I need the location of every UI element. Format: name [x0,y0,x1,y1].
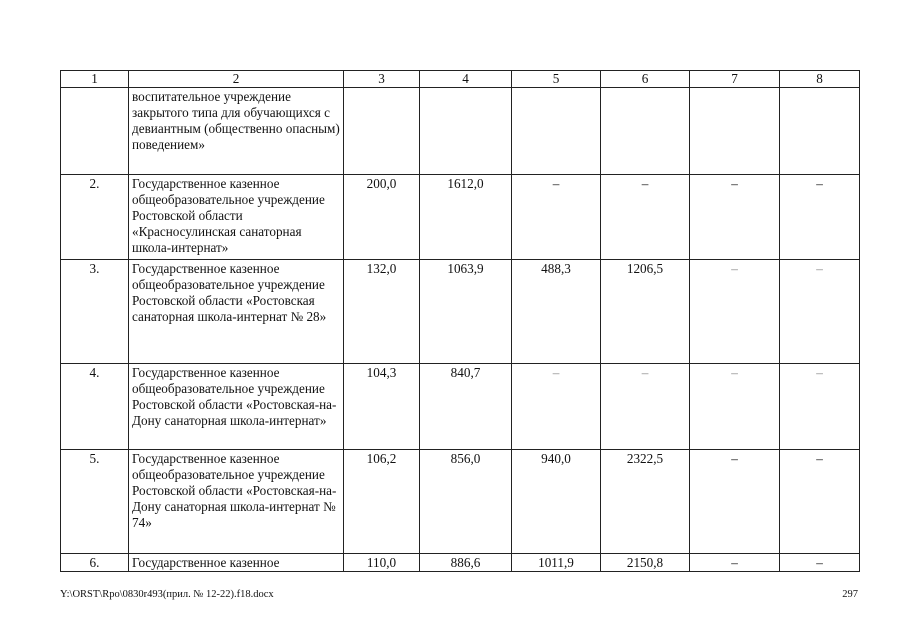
institution-name: Государственное казенное общеобразовательное учреждение Ростовской области «Красносулинская санаторная школа-интернат» [129,175,344,260]
cell-col7: – [690,175,780,260]
cell-col3: 200,0 [344,175,420,260]
table-row [61,175,860,260]
row-number: 2. [61,175,129,260]
institutions-table [60,70,860,572]
institution-name: Государственное казенное [129,554,344,572]
cell-col8: – [780,450,860,554]
column-header: 8 [780,71,860,88]
cell-col3: 106,2 [344,450,420,554]
column-header: 5 [512,71,601,88]
cell-col4: 1612,0 [420,175,512,260]
cell-col5 [512,88,601,175]
column-header: 7 [690,71,780,88]
column-header: 2 [129,71,344,88]
cell-col4: 1063,9 [420,260,512,364]
cell-col5: 1011,9 [512,554,601,572]
column-header: 1 [61,71,129,88]
cell-col6: 1206,5 [601,260,690,364]
cell-col8: – [780,175,860,260]
cell-col6: 2322,5 [601,450,690,554]
table-row [61,450,860,554]
row-number: 5. [61,450,129,554]
cell-col3 [344,88,420,175]
cell-col4 [420,88,512,175]
cell-col4: 886,6 [420,554,512,572]
cell-col8: – [780,554,860,572]
cell-col7: – [690,450,780,554]
row-number: 4. [61,364,129,450]
cell-col5: 940,0 [512,450,601,554]
cell-col4: 856,0 [420,450,512,554]
table-row [61,364,860,450]
table-row [61,554,860,572]
cell-col3: 132,0 [344,260,420,364]
institution-name: Государственное казенное общеобразовательное учреждение Ростовской области «Ростовская санаторная школа-интернат № 28» [129,260,344,364]
cell-col8 [780,88,860,175]
cell-col7 [690,88,780,175]
institution-name: Государственное казенное общеобразовательное учреждение Ростовской области «Ростовская-на-Дону санаторная школа-интернат № 74» [129,450,344,554]
cell-col8: – [780,364,860,450]
institution-name: воспитательное учреждение закрытого типа для обучающихся с девиантным (общественно опасным) поведением» [129,88,344,175]
row-number: 6. [61,554,129,572]
cell-col5: – [512,364,601,450]
table-row [61,88,860,175]
column-header: 6 [601,71,690,88]
table-row [61,260,860,364]
footer-file-path: Y:\ORST\Rpo\0830r493(прил. № 12-22).f18.docx [60,589,274,600]
cell-col7: – [690,260,780,364]
institution-name: Государственное казенное общеобразовательное учреждение Ростовской области «Ростовская-на-Дону санаторная школа-интернат» [129,364,344,450]
cell-col7: – [690,554,780,572]
page-number: 297 [842,589,858,600]
cell-col5: – [512,175,601,260]
cell-col3: 110,0 [344,554,420,572]
cell-col6: – [601,364,690,450]
table-header-row [61,71,860,88]
row-number: 3. [61,260,129,364]
cell-col6: 2150,8 [601,554,690,572]
cell-col7: – [690,364,780,450]
row-number [61,88,129,175]
cell-col8: – [780,260,860,364]
cell-col6 [601,88,690,175]
column-header: 3 [344,71,420,88]
cell-col6: – [601,175,690,260]
cell-col4: 840,7 [420,364,512,450]
cell-col5: 488,3 [512,260,601,364]
cell-col3: 104,3 [344,364,420,450]
column-header: 4 [420,71,512,88]
